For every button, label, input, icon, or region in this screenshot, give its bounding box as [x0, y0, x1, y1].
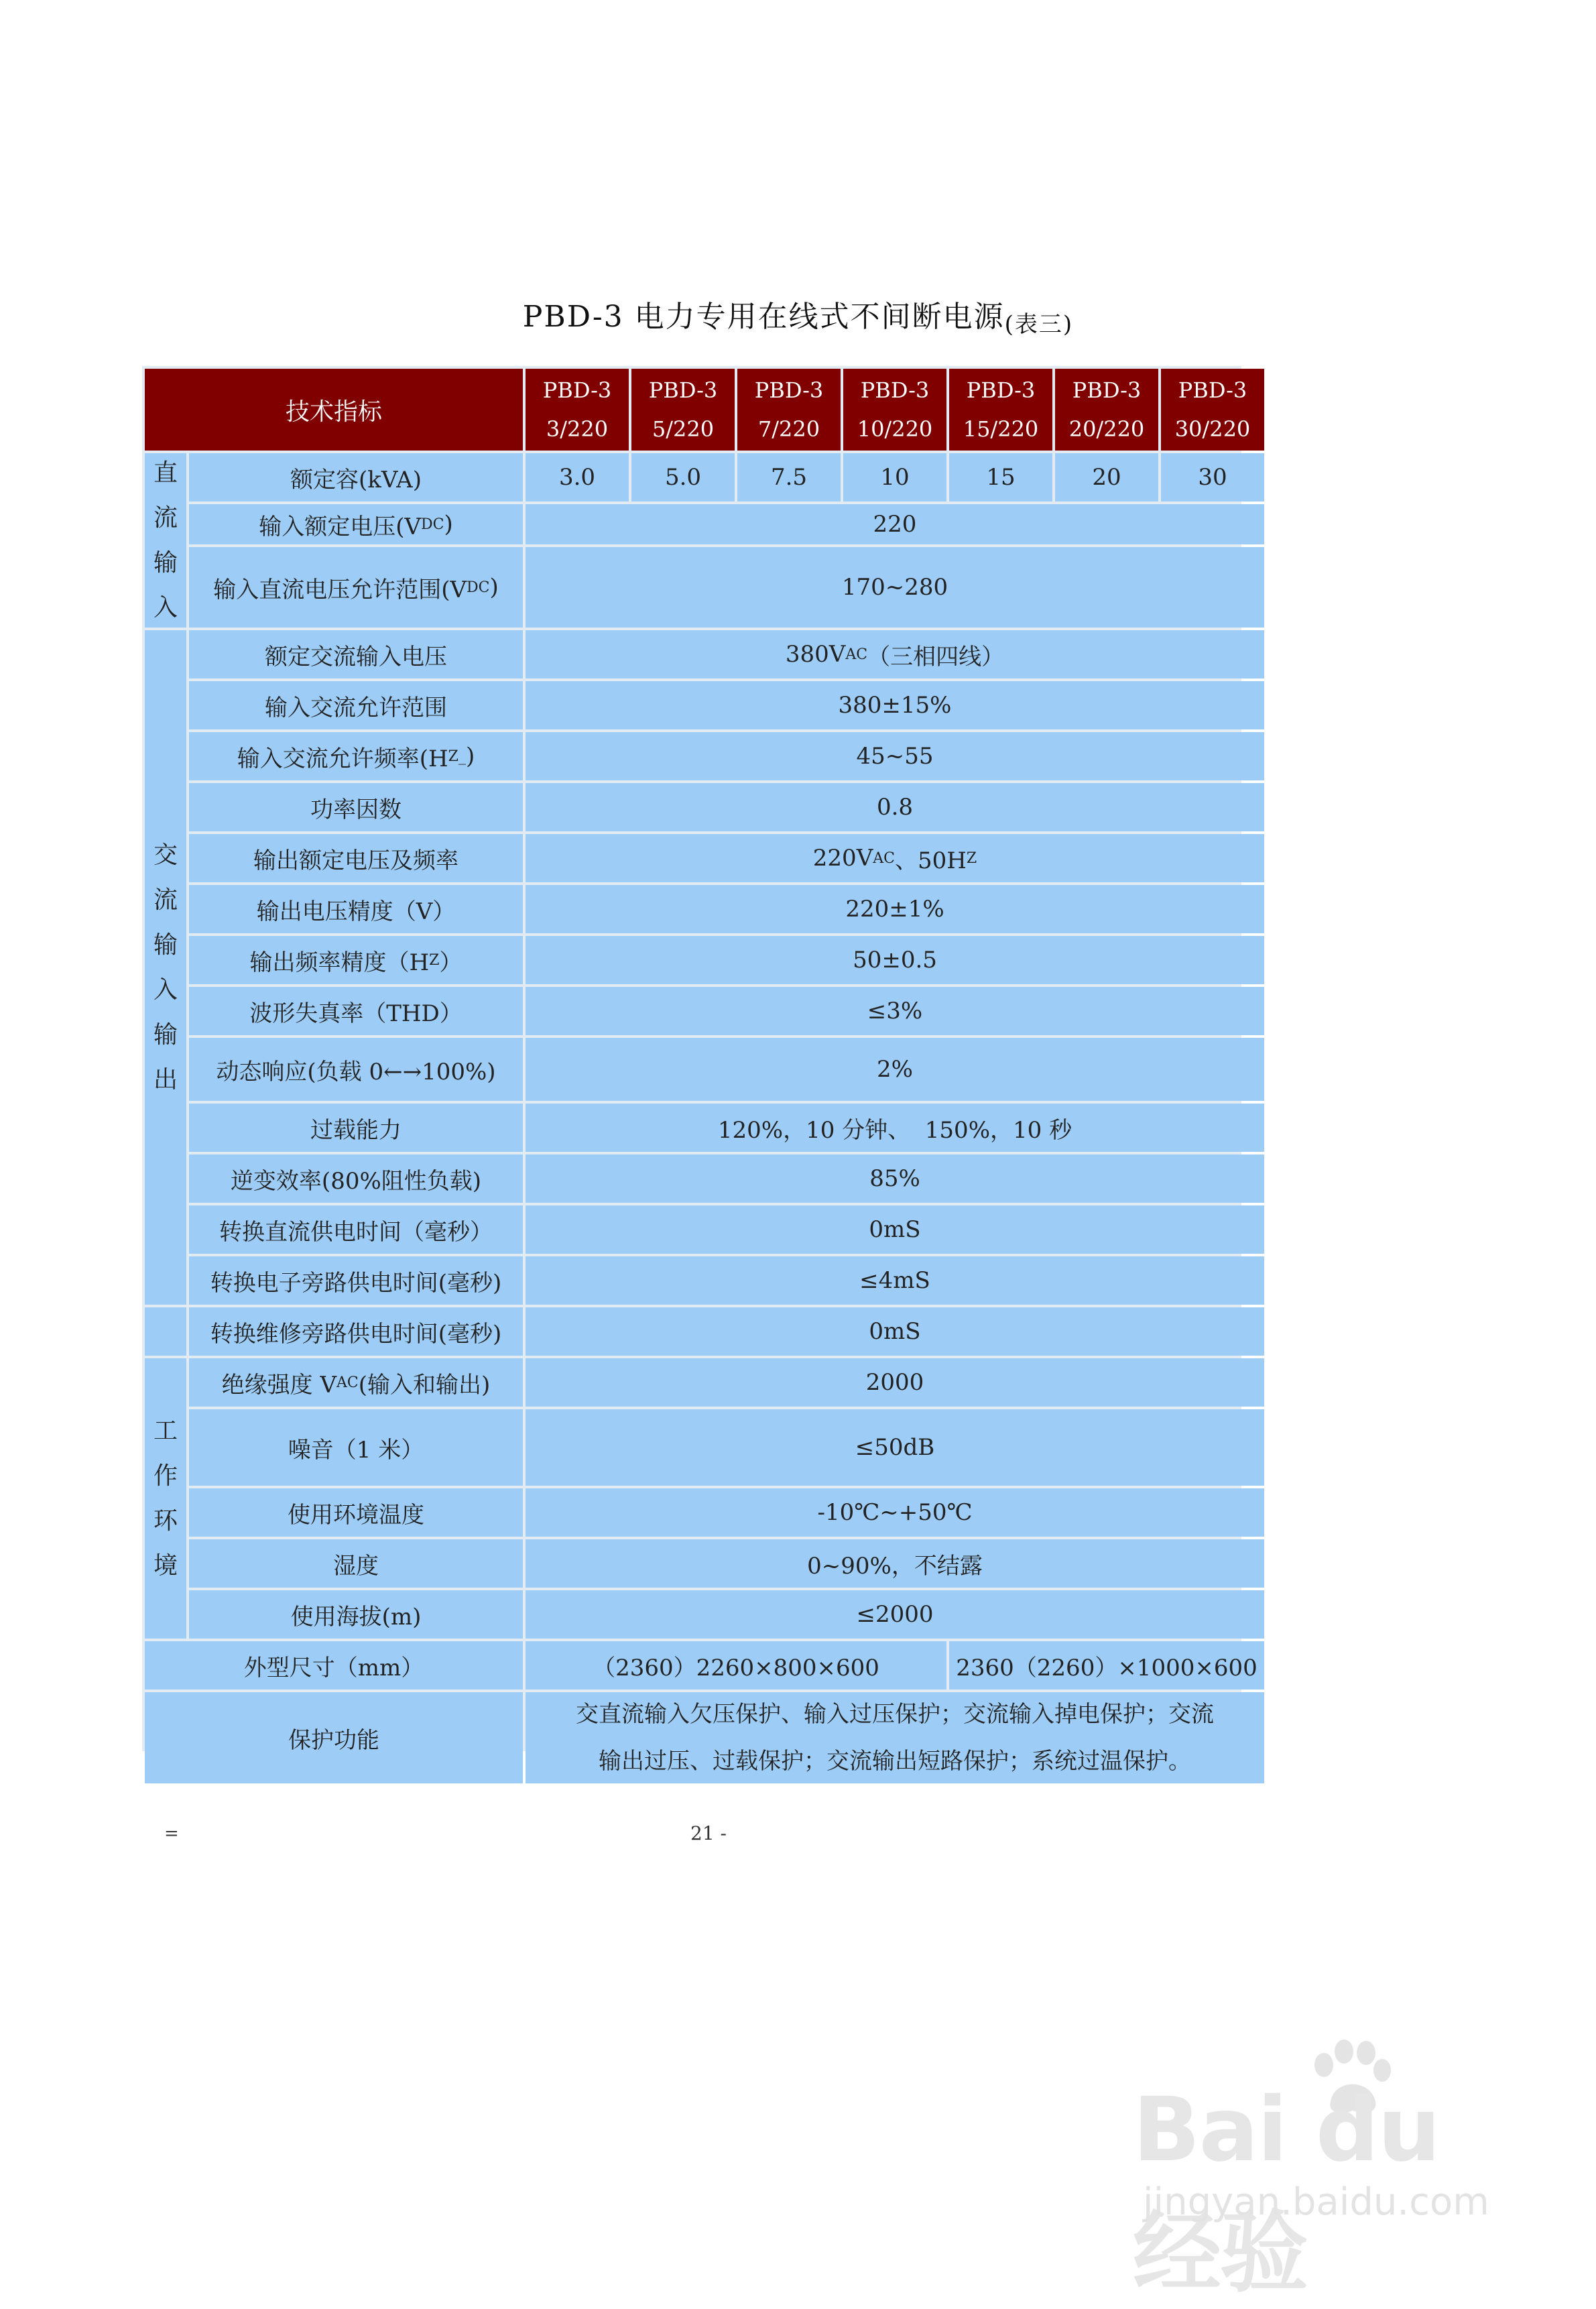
protection-line-2: 输出过压、过载保护；交流输出短路保护；系统过温保护。	[599, 1748, 1191, 1775]
value-dc-voltage-range: 170~280	[526, 547, 1264, 628]
row-label-protection: 保护功能	[145, 1692, 523, 1783]
model-name: PBD-3	[754, 377, 824, 403]
header-label: 技术指标	[145, 369, 523, 451]
value-humidity: 0~90%，不结露	[526, 1539, 1264, 1588]
value-overload: 120%，10 分钟、 150%，10 秒	[526, 1104, 1264, 1152]
label-end: ）	[439, 949, 463, 976]
label-subscript: Z_	[448, 748, 466, 765]
label-end: (输入和输出)	[358, 1371, 491, 1399]
row-label-maint-bypass-time: 转换维修旁路供电时间(毫秒)	[189, 1307, 523, 1356]
value-ac-rated-input	[526, 630, 1264, 678]
label-subscript: DC	[421, 516, 444, 533]
label-text: 输入额定电压(V	[259, 513, 422, 540]
row-label-thd: 波形失真率（THD）	[189, 987, 523, 1035]
value-altitude: ≤2000	[526, 1590, 1264, 1639]
cell-capacity-1: 3.0	[526, 453, 629, 501]
cell-capacity-7: 30	[1161, 453, 1264, 501]
value-inverter-efficiency: 85%	[526, 1154, 1264, 1203]
row-label-altitude: 使用海拔(m)	[189, 1590, 523, 1639]
header-model-5	[949, 369, 1052, 451]
protection-line-1: 交直流输入欠压保护、输入过压保护；交流输入掉电保护；交流	[576, 1701, 1214, 1728]
label-end: )	[465, 743, 475, 770]
label-subscript: Z	[429, 951, 440, 969]
model-name: PBD-3	[860, 377, 930, 403]
page-number: 21 -	[690, 1822, 727, 1844]
value-temperature: -10℃~+50℃	[526, 1488, 1264, 1537]
value-output-rated	[526, 834, 1264, 882]
model-rating: 15/220	[963, 416, 1039, 442]
row-label-humidity: 湿度	[189, 1539, 523, 1588]
group-ac-io-tail	[145, 1307, 186, 1356]
label-text: 输出频率精度（H	[249, 949, 430, 976]
cell-capacity-2: 5.0	[631, 453, 735, 501]
label-text: 输入直流电压允许范围(V	[213, 576, 467, 603]
footer-mark: =	[164, 1824, 179, 1844]
group-dc-input	[145, 453, 186, 628]
model-name: PBD-3	[1072, 377, 1142, 403]
cell-capacity-4: 10	[843, 453, 946, 501]
row-label-ac-rated-input: 额定交流输入电压	[189, 630, 523, 678]
header-model-2	[631, 369, 735, 451]
group-environment	[145, 1358, 186, 1639]
row-label-overload: 过载能力	[189, 1104, 523, 1152]
model-rating: 20/220	[1068, 416, 1145, 442]
spec-table	[142, 366, 1257, 1775]
row-label-dynamic-response: 动态响应(负载 0←→100%)	[189, 1038, 523, 1101]
model-name: PBD-3	[542, 377, 612, 403]
label-subscript: AC	[336, 1374, 359, 1391]
value-text: 380V	[785, 641, 846, 668]
label-end: )	[444, 511, 453, 538]
group-char: 出	[153, 1066, 178, 1093]
value-dc-transfer-time: 0mS	[526, 1205, 1264, 1254]
value-protection	[526, 1692, 1264, 1783]
value-output-freq-accuracy: 50±0.5	[526, 936, 1264, 984]
value-dynamic-response: 2%	[526, 1038, 1264, 1101]
row-label-ac-input-freq	[189, 732, 523, 780]
row-label-dc-rated-voltage	[189, 504, 523, 544]
value-subscript: Z	[966, 849, 977, 867]
model-rating: 5/220	[652, 416, 715, 442]
value-dimensions-small: （2360）2260×800×600	[526, 1641, 946, 1690]
header-model-1	[526, 369, 629, 451]
value-end: （三相四线）	[867, 643, 1005, 670]
row-label-output-voltage-accuracy: 输出电压精度（V）	[189, 885, 523, 933]
value-dc-rated-voltage: 220	[526, 504, 1264, 544]
value-power-factor: 0.8	[526, 783, 1264, 831]
row-label-dimensions: 外型尺寸（mm）	[145, 1641, 523, 1690]
value-maint-bypass-time: 0mS	[526, 1307, 1264, 1356]
row-label-noise: 噪音（1 米）	[189, 1409, 523, 1486]
row-label-output-freq-accuracy	[189, 936, 523, 984]
value-dimensions-large: 2360（2260）×1000×600	[949, 1641, 1264, 1690]
cell-capacity-3: 7.5	[737, 453, 841, 501]
row-label-dc-voltage-range	[189, 547, 523, 628]
model-rating: 7/220	[757, 416, 820, 442]
header-model-6	[1055, 369, 1158, 451]
row-label-temperature: 使用环境温度	[189, 1488, 523, 1537]
cell-capacity-5: 15	[949, 453, 1052, 501]
value-bypass-transfer-time: ≤4mS	[526, 1256, 1264, 1305]
value-subscript: AC	[873, 849, 895, 867]
row-label-power-factor: 功率因数	[189, 783, 523, 831]
label-end: )	[489, 574, 499, 601]
value-mid: 、50H	[894, 847, 967, 874]
group-char: 流	[153, 886, 178, 914]
value-output-voltage-accuracy: 220±1%	[526, 885, 1264, 933]
watermark-brand: Bai du 经验	[1133, 2078, 1440, 2305]
page-title	[0, 292, 1596, 339]
group-char: 输	[153, 931, 178, 959]
value-ac-input-range: 380±15%	[526, 681, 1264, 729]
row-label-insulation	[189, 1358, 523, 1407]
model-rating: 10/220	[857, 416, 933, 442]
group-char: 流	[153, 504, 178, 532]
baidu-watermark	[1133, 2038, 1528, 2305]
header-model-7	[1161, 369, 1264, 451]
group-char: 作	[153, 1462, 178, 1490]
model-name: PBD-3	[648, 377, 718, 403]
label-subscript: DC	[467, 579, 490, 596]
cell-capacity-6: 20	[1055, 453, 1158, 501]
group-char: 交	[153, 841, 178, 869]
group-char: 入	[153, 594, 178, 621]
row-label-ac-input-range: 输入交流允许范围	[189, 681, 523, 729]
value-subscript: AC	[845, 646, 868, 663]
header-model-4	[843, 369, 946, 451]
row-label-dc-transfer-time: 转换直流供电时间（毫秒）	[189, 1205, 523, 1254]
value-ac-input-freq: 45~55	[526, 732, 1264, 780]
group-char: 环	[153, 1507, 178, 1535]
label-text: 绝缘强度 V	[221, 1371, 337, 1399]
title-suffix: (表三)	[1004, 311, 1074, 338]
title-main: PBD-3 电力专用在线式不间断电源	[522, 300, 1005, 334]
header-model-3	[737, 369, 841, 451]
row-label-inverter-efficiency: 逆变效率(80%阻性负载)	[189, 1154, 523, 1203]
model-rating: 30/220	[1174, 416, 1251, 442]
group-char: 入	[153, 976, 178, 1004]
value-text: 220V	[812, 845, 873, 872]
model-name: PBD-3	[966, 377, 1036, 403]
value-noise: ≤50dB	[526, 1409, 1264, 1486]
group-char: 工	[153, 1417, 178, 1445]
group-char: 境	[153, 1552, 178, 1580]
row-label-output-rated: 输出额定电压及频率	[189, 834, 523, 882]
group-char: 输	[153, 1021, 178, 1049]
group-char: 直	[153, 459, 178, 487]
value-thd: ≤3%	[526, 987, 1264, 1035]
watermark-url: jingyan.baidu.com	[1143, 2180, 1489, 2224]
model-rating: 3/220	[546, 416, 609, 442]
row-label-bypass-transfer-time: 转换电子旁路供电时间(毫秒)	[189, 1256, 523, 1305]
row-label-rated-capacity: 额定容(kVA)	[189, 453, 523, 501]
label-text: 输入交流允许频率(H	[237, 745, 448, 772]
group-char: 输	[153, 549, 178, 577]
group-ac-io	[145, 630, 186, 1305]
model-name: PBD-3	[1178, 377, 1247, 403]
value-insulation: 2000	[526, 1358, 1264, 1407]
